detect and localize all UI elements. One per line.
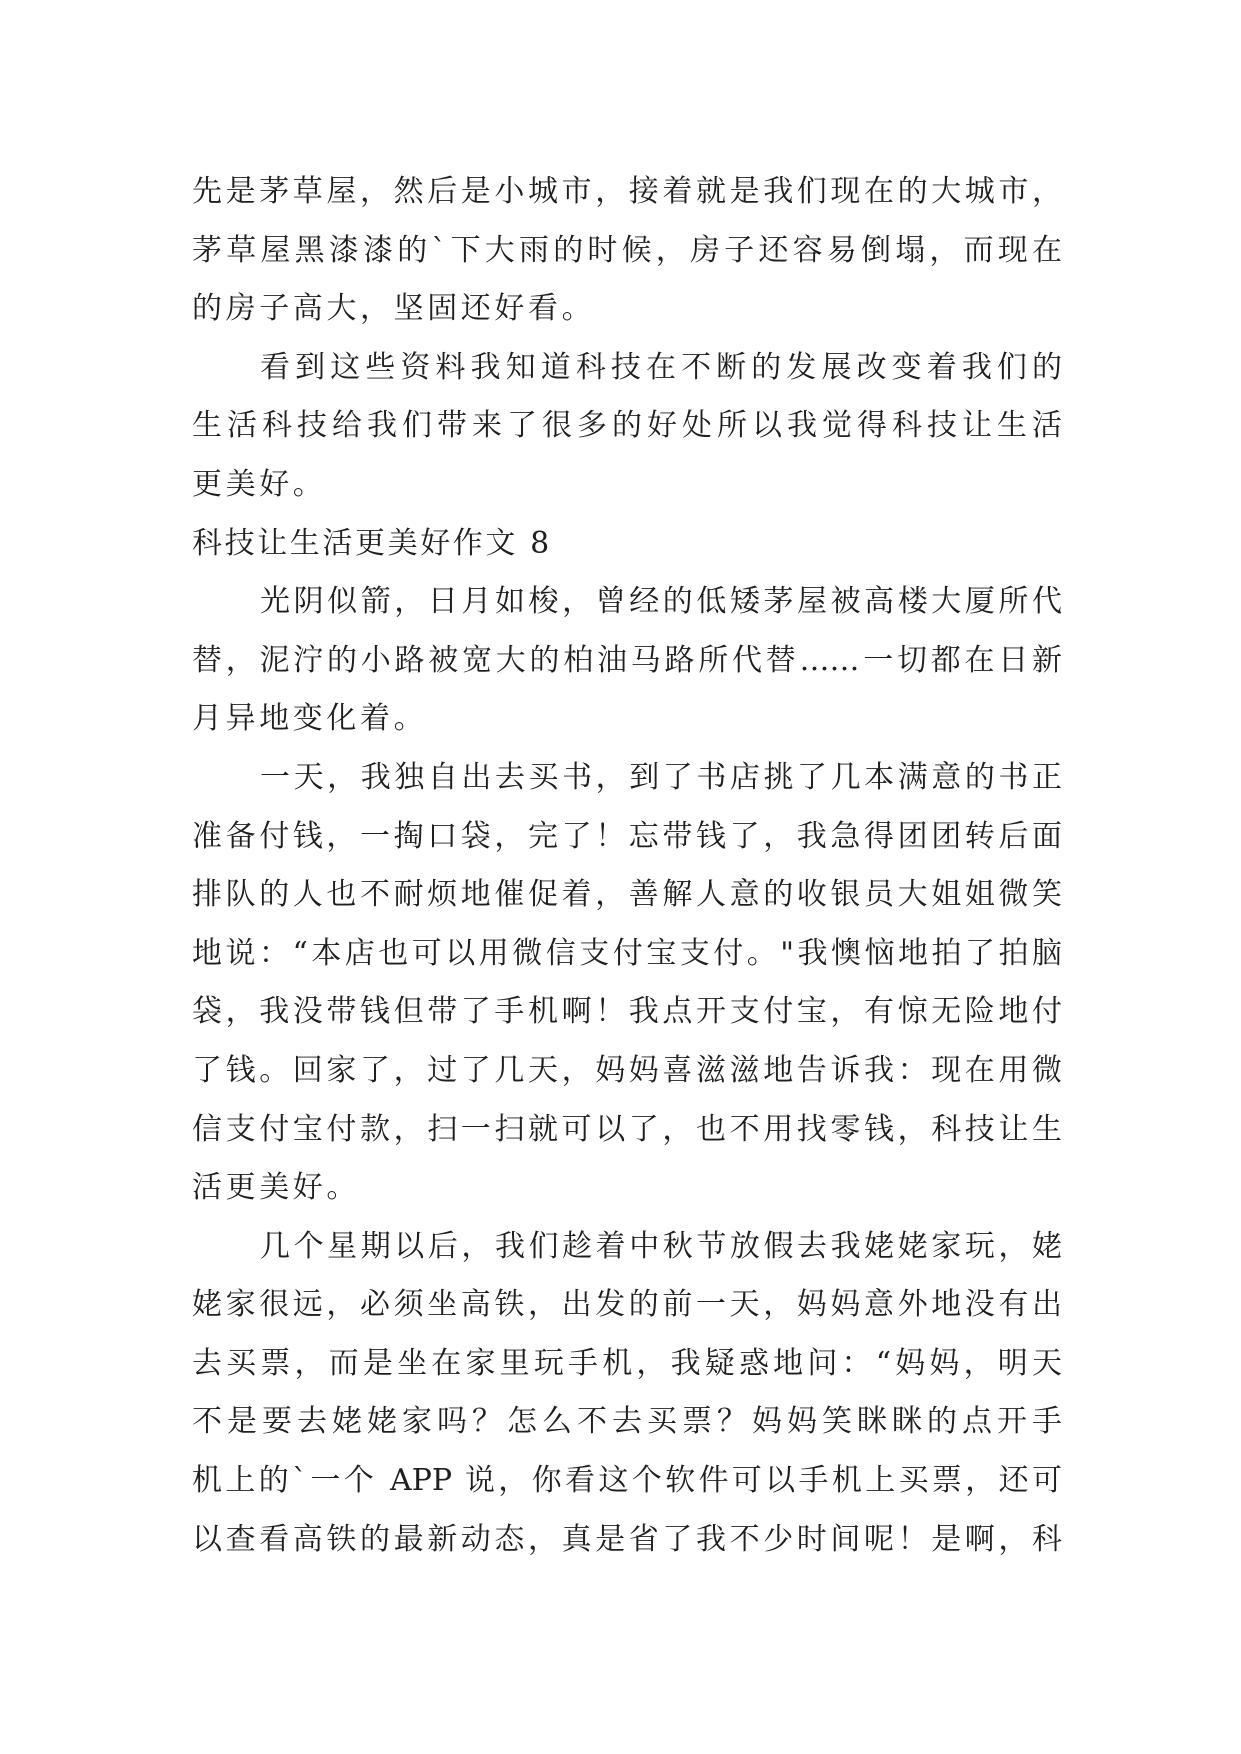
paragraph-line: 了钱。回家了，过了几天，妈妈喜滋滋地告诉我：现在用微	[192, 1052, 1062, 1088]
paragraph-line: 地说：“本店也可以用微信支付宝支付。"我懊恼地拍了拍脑	[192, 935, 1062, 971]
paragraph-line: 去买票，而是坐在家里玩手机，我疑惑地问：“妈妈，明天	[192, 1345, 1062, 1381]
paragraph-line: 先是茅草屋，然后是小城市，接着就是我们现在的大城市，	[192, 174, 1062, 209]
paragraph	[192, 163, 1241, 339]
essay-title: 科技让生活更美好作文 8	[192, 525, 552, 561]
paragraph-line: 生活科技给我们带来了很多的好处所以我觉得科技让生活	[192, 408, 1062, 444]
paragraph-line: 活更美好。	[192, 1170, 360, 1206]
paragraph-line: 更美好。	[192, 466, 327, 502]
paragraph-line: 准备付钱，一掏口袋，完了！忘带钱了，我急得团团转后面	[192, 818, 1062, 854]
paragraph-line: 姥家很远，必须坐高铁，出发的前一天，妈妈意外地没有出	[192, 1287, 1062, 1323]
paragraph-line: 几个星期以后，我们趁着中秋节放假去我姥姥家玩，姥	[260, 1228, 1062, 1264]
paragraph	[192, 339, 1241, 515]
paragraph-line: 月异地变化着。	[192, 701, 428, 737]
paragraph-line: 机上的`一个 APP 说，你看这个软件可以手机上买票，还可	[192, 1463, 1062, 1499]
paragraph	[192, 749, 1241, 1218]
paragraph-line: 茅草屋黑漆漆的`下大雨的时候，房子还容易倒塌，而现在	[192, 232, 1062, 268]
paragraph-line: 排队的人也不耐烦地催促着，善解人意的收银员大姐姐微笑	[192, 877, 1062, 913]
paragraph-line: 看到这些资料我知道科技在不断的发展改变着我们的	[260, 349, 1062, 385]
paragraph-line: 袋，我没带钱但带了手机啊！我点开支付宝，有惊无险地付	[192, 994, 1062, 1030]
paragraph-line: 的房子高大，坚固还好看。	[192, 291, 596, 327]
paragraph-line: 信支付宝付款，扫一扫就可以了，也不用找零钱，科技让生	[192, 1111, 1062, 1147]
paragraph-line: 替，泥泞的小路被宽大的柏油马路所代替……一切都在日新	[192, 642, 1062, 678]
paragraph-line: 一天，我独自出去买书，到了书店挑了几本满意的书正	[260, 759, 1062, 795]
paragraph-line: 光阴似箭，日月如梭，曾经的低矮茅屋被高楼大厦所代	[260, 584, 1062, 620]
paragraph-line: 不是要去姥姥家吗？怎么不去买票？妈妈笑眯眯的点开手	[192, 1404, 1062, 1440]
paragraph	[192, 1218, 1241, 1570]
paragraph	[192, 573, 1241, 749]
paragraph-line: 以查看高铁的最新动态，真是省了我不少时间呢！是啊，科	[192, 1521, 1062, 1557]
